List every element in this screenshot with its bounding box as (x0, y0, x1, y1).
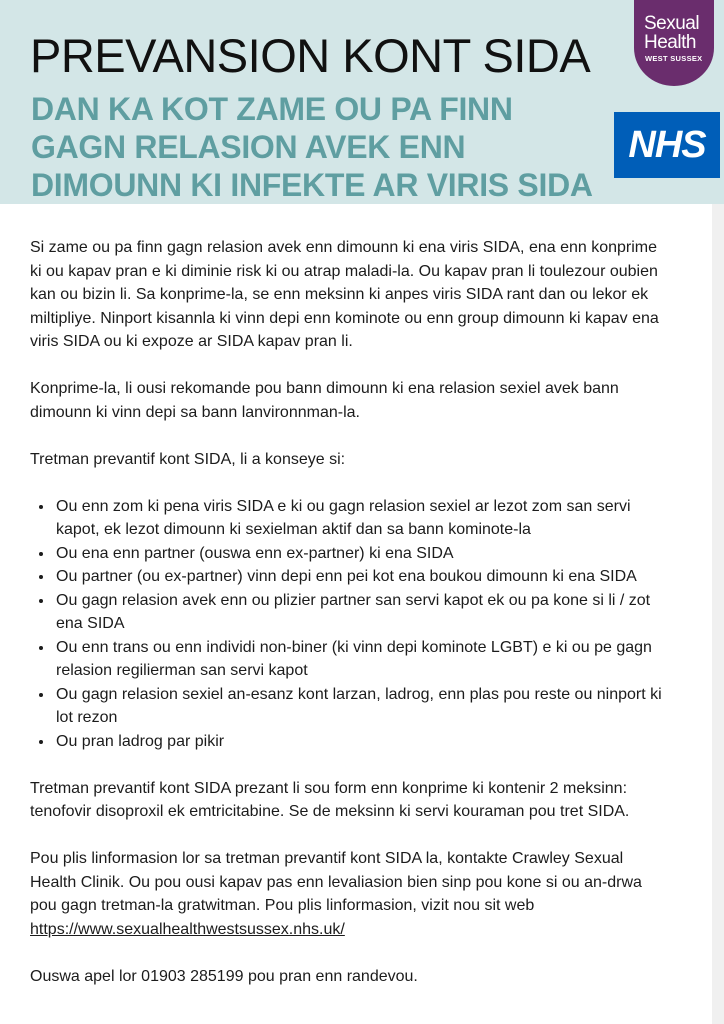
list-item: • Ou enn trans ou enn individi non-biner (ki vinn depi kominote LGBT) e ki ou pe gagn relasion regilierman san servi kapot (54, 636, 670, 683)
list-item: • Ou gagn relasion avek enn ou plizier partner san servi kapot ek ou pa kone si li / zot ena SIDA (54, 589, 670, 636)
list-item: • Ou pran ladrog par pikir (54, 730, 670, 754)
phone-paragraph: Ouswa apel lor 01903 285199 pou pran enn randevou. (30, 967, 418, 985)
medication-paragraph: Tretman prevantif kont SIDA prezant li sou form enn konprime ki kontenir 2 meksinn: tenofovir disoproxil ek emtricitabine. Se de meksinn ki servi kouraman pou tret SIDA. (30, 779, 630, 820)
intro-paragraph: Si zame ou pa finn gagn relasion avek enn dimounn ki ena viris SIDA, ena enn konprime ki ou kapav pran e ki diminie risk ki ou atrap maladi-la. Ou kapav pran li toulezour oubien kan ou bizin li. Sa konprime-la, se enn meksinn ki anpes viris SIDA rant dan ou lekor ek miltipliye. Ninport kisannla ki vinn depi enn kominote ou enn group dimounn ki kapav ena viris SIDA ou ki expoze ar SIDA kapav pran li. (30, 239, 659, 350)
contact-text: Pou plis linformasion lor sa tretman prevantif kont SIDA la, kontakte Crawley Sexual Health Clinik. Ou pou ousi kapav pas enn levaliasion bien sinp pou kone si ou an-drwa pou gagn tretman-la gratwitman. Pou plis linformasion, vizit nou sit web (30, 850, 642, 914)
list-item: • Ou partner (ou ex-partner) vinn depi enn pei kot ena boukou dimounn ki ena SIDA (54, 565, 670, 589)
page-title: PREVANSION KONT SIDA (30, 29, 591, 82)
list-item: • Ou gagn relasion sexiel an-esanz kont larzan, ladrog, enn plas pou reste ou ninport ki lot rezon (54, 683, 670, 730)
criteria-list (30, 495, 670, 754)
recommendation-paragraph: Konprime-la, li ousi rekomande pou bann dimounn ki ena relasion sexiel avek bann dimounn ki vinn depi sa bann lanvironnman-la. (30, 380, 619, 421)
nhs-logo (614, 112, 720, 178)
sexual-health-logo-line1: Sexual (644, 13, 700, 34)
header-banner (0, 0, 724, 204)
nhs-logo-text: NHS (628, 123, 706, 166)
page-subtitle: DAN KA KOT ZAME OU PA FINN GAGN RELASION AVEK ENN DIMOUNN KI INFEKTE AR VIRIS SIDA (31, 91, 593, 203)
sexual-health-logo (634, 0, 714, 86)
advice-heading: Tretman prevantif kont SIDA, li a konseye si: (30, 450, 346, 468)
sexual-health-logo-line3: WEST SUSSEX (645, 54, 703, 63)
list-item: • Ou enn zom ki pena viris SIDA e ki ou gagn relasion sexiel ar lezot zom san servi kapot, ek lezot dimounn ki sexielman aktif dan sa bann kominote-la (54, 495, 670, 542)
article-body (30, 236, 670, 1012)
sexual-health-logo-line2: Health (644, 32, 696, 53)
scrollbar-track (712, 204, 724, 1024)
website-link[interactable]: https://www.sexualhealthwestsussex.nhs.uk/ (30, 920, 345, 938)
contact-paragraph (30, 847, 670, 941)
list-item: • Ou ena enn partner (ouswa enn ex-partner) ki ena SIDA (54, 542, 670, 566)
